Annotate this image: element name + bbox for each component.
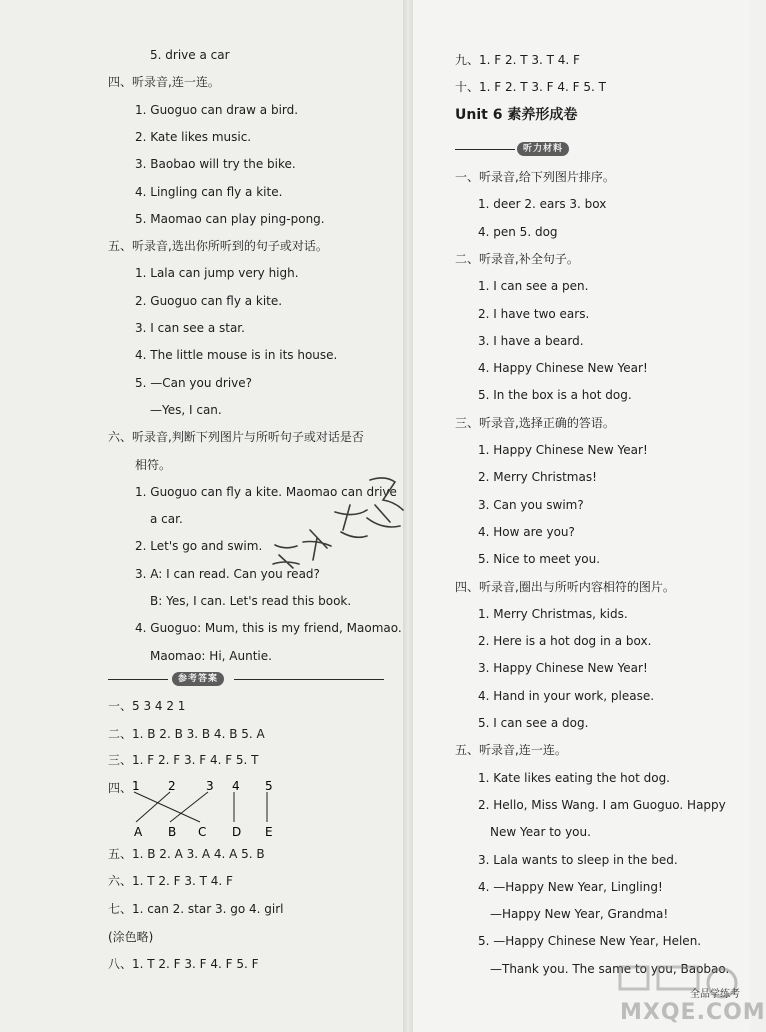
left-text-line: a car. [150, 512, 183, 527]
right-text-line: 3. Can you swim? [478, 497, 584, 512]
answer-line: 三、1. F 2. F 3. F 4. F 5. T [108, 753, 259, 767]
unit-title: Unit 6 素养形成卷 [455, 107, 578, 123]
left-text-line: 3. Baobao will try the bike. [135, 157, 296, 172]
right-text-line: 一、听录音,给下列图片排序。 [455, 170, 615, 184]
right-text-line: 5. Nice to meet you. [478, 552, 601, 567]
right-text-line: 3. I have a beard. [478, 333, 584, 348]
right-text-line: 1. Kate likes eating the hot dog. [478, 770, 670, 785]
matching-top-label: 4 [232, 779, 240, 793]
left-text-line: Maomao: Hi, Auntie. [150, 648, 272, 663]
answer-line: 二、1. B 2. B 3. B 4. B 5. A [108, 727, 265, 741]
right-text-line: 5. —Happy Chinese New Year, Helen. [478, 934, 702, 949]
answer-line: 四、 [108, 781, 133, 795]
left-text-line: 四、听录音,连一连。 [108, 75, 220, 90]
left-text-line: 六、听录音,判断下列图片与所听句子或对话是否 [108, 430, 364, 445]
answer-line: 一、5 3 4 2 1 [108, 699, 186, 713]
right-text-line: 2. I have two ears. [478, 306, 590, 321]
right-text-line: 3. Lala wants to sleep in the bed. [478, 852, 678, 867]
answers-header [108, 672, 388, 686]
materials-badge: 听力材料 [517, 142, 569, 156]
matching-diagram [120, 778, 290, 840]
matching-link [134, 792, 200, 822]
matching-bottom-label: A [134, 825, 143, 839]
right-text-line: —Happy New Year, Grandma! [490, 907, 669, 922]
right-answer-line: 九、1. F 2. T 3. T 4. F [455, 53, 580, 67]
matching-bottom-label: B [168, 825, 177, 839]
left-text-line: 4. Lingling can fly a kite. [135, 184, 283, 199]
matching-top-label: 1 [132, 779, 140, 793]
left-text-line: 1. Guoguo can draw a bird. [135, 102, 299, 117]
right-text-line: 5. In the box is a hot dog. [478, 388, 632, 403]
right-text-line: 1. I can see a pen. [478, 279, 589, 294]
right-text-line: 1. Merry Christmas, kids. [478, 606, 628, 621]
watermark-text: MXQE.COM [620, 1000, 766, 1025]
right-text-line: 4. —Happy New Year, Lingling! [478, 879, 663, 894]
matching-link [136, 792, 170, 822]
left-text-line: 5. drive a car [150, 48, 230, 62]
right-text-line: 二、听录音,补全句子。 [455, 251, 579, 266]
right-text-line: 4. pen 5. dog [478, 224, 558, 239]
matching-top-label: 2 [168, 779, 176, 793]
answer-line: 五、1. B 2. A 3. A 4. A 5. B [108, 847, 265, 861]
left-text-line: 5. —Can you drive? [135, 375, 253, 390]
right-text-line: 四、听录音,圈出与所听内容相符的图片。 [455, 579, 675, 594]
left-text-line: 4. Guoguo: Mum, this is my friend, Maomao. [135, 621, 402, 636]
matching-bottom-label: D [232, 825, 242, 839]
left-text-line: 2. Guoguo can fly a kite. [135, 293, 283, 308]
answer-line: 六、1. T 2. F 3. T 4. F [108, 874, 233, 888]
right-text-line: 5. I can see a dog. [478, 716, 589, 730]
matching-bottom-label: E [265, 825, 273, 839]
watermark-small-text: 全品学练考 [690, 989, 740, 1000]
right-text-line: 4. Hand in your work, please. [478, 688, 655, 703]
right-text-line: 五、听录音,连一连。 [455, 743, 567, 758]
matching-top-label: 3 [206, 779, 214, 793]
right-text-line: 1. deer 2. ears 3. box [478, 197, 607, 212]
left-text-line: 1. Guoguo can fly a kite. Maomao can drive [135, 484, 397, 499]
answer-line: 七、1. can 2. star 3. go 4. girl [108, 902, 284, 916]
left-text-line: 相符。 [135, 457, 172, 472]
materials-header [455, 142, 585, 156]
answer-line: 八、1. T 2. F 3. F 4. F 5. F [108, 957, 259, 971]
left-text-line: 五、听录音,选出你所听到的句子或对话。 [108, 239, 328, 254]
right-answer-line: 十、1. F 2. T 3. F 4. F 5. T [455, 80, 606, 94]
matching-bottom-label: C [198, 825, 207, 839]
answer-line: (涂色略) [108, 930, 154, 944]
right-text-line: New Year to you. [490, 825, 591, 840]
matching-top-label: 5 [265, 779, 273, 793]
left-text-line: B: Yes, I can. Let's read this book. [150, 594, 352, 608]
right-text-line: 4. How are you? [478, 524, 575, 539]
left-text-line: 3. I can see a star. [135, 321, 245, 335]
left-text-line: 3. A: I can read. Can you read? [135, 566, 320, 581]
right-text-line: 2. Hello, Miss Wang. I am Guoguo. Happy [478, 797, 726, 812]
answers-badge: 参考答案 [172, 672, 224, 686]
right-text-line: 2. Merry Christmas! [478, 470, 597, 485]
left-text-line: 5. Maomao can play ping-pong. [135, 211, 325, 226]
right-text-line: 1. Happy Chinese New Year! [478, 443, 648, 457]
handwritten-scribble [255, 460, 425, 580]
right-text-line: 三、听录音,选择正确的答语。 [455, 415, 615, 430]
right-text-line: 2. Here is a hot dog in a box. [478, 634, 652, 649]
left-text-line: 4. The little mouse is in its house. [135, 348, 338, 363]
left-text-line: —Yes, I can. [150, 402, 222, 417]
left-text-line: 2. Let's go and swim. [135, 539, 263, 554]
right-text-line: 4. Happy Chinese New Year! [478, 361, 648, 376]
right-text-line: 3. Happy Chinese New Year! [478, 661, 648, 676]
left-text-line: 1. Lala can jump very high. [135, 266, 299, 281]
left-text-line: 2. Kate likes music. [135, 129, 252, 144]
right-text-line: —Thank you. The same to you, Baobao. [490, 961, 730, 976]
